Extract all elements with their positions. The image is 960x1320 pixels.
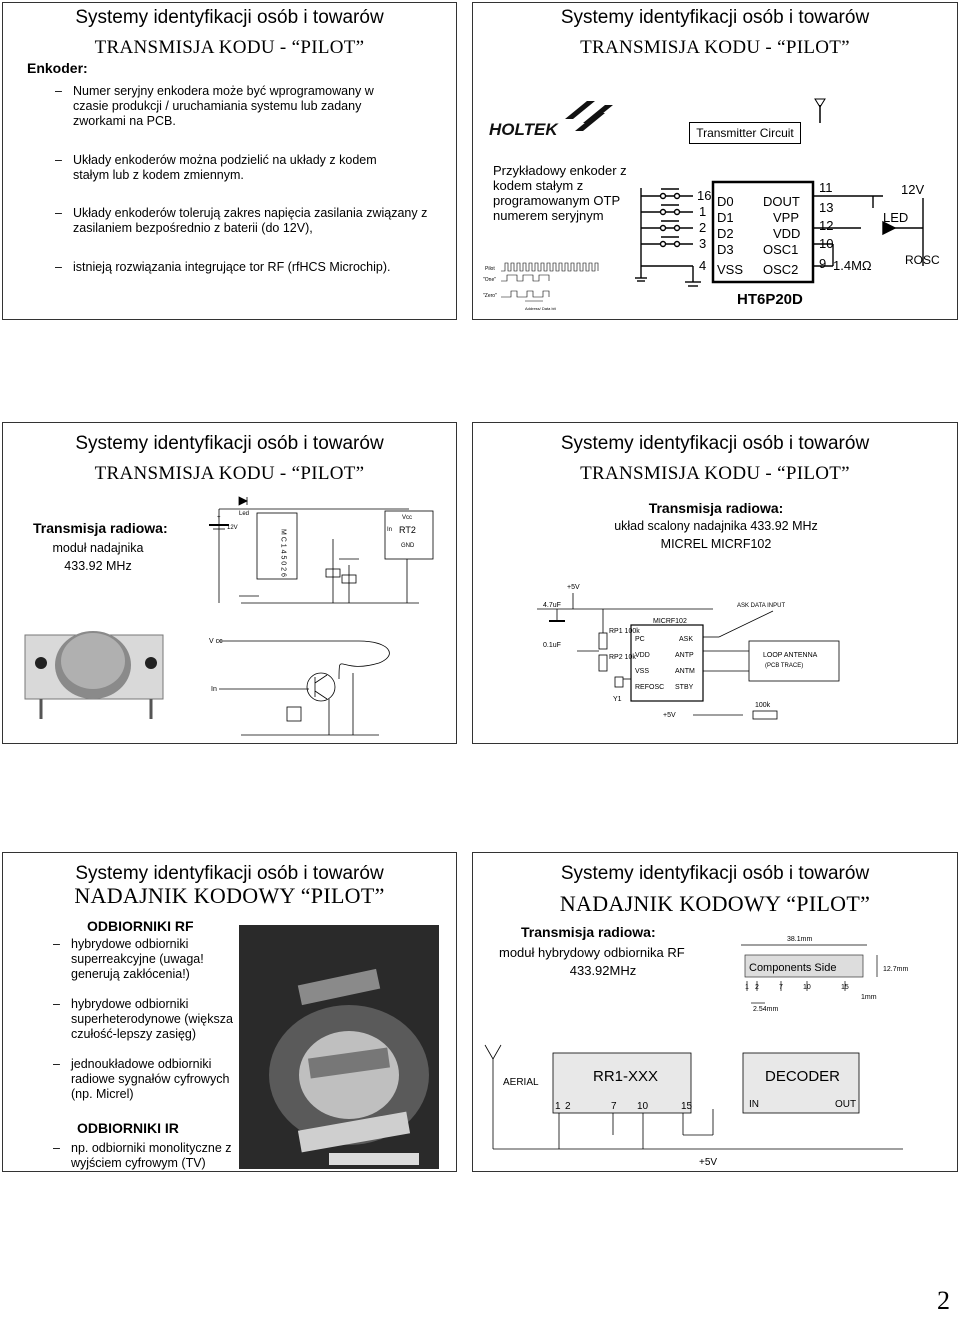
pin-num-l-4: 4 [699,258,707,273]
block-pin-15: 15 [681,1101,693,1112]
pin-r-2: ANTM [675,668,695,675]
receiver-block-diagram [483,1039,953,1169]
in-label: In [387,527,393,533]
rt2-module-photo [21,619,167,721]
holtek-logo-text: HOLTEK [489,120,558,139]
slide-header: Systemy identyfikacji osób i towarów [560,7,870,28]
pcb-label: (PCB TRACE) [765,663,804,669]
width-dim: 38.1mm [787,936,813,943]
rf-bullet-1: – hybrydowe odbiorniki superreakcyjne (uwaga! generują zakłócenia!) [53,937,241,982]
module-description: moduł hybrydowy odbiornika RF [499,945,685,960]
slide-subtitle: TRANSMISJA KODU - “PILOT” [94,37,365,58]
bullet-3: – Układy enkoderów tolerują zakres napięcia zasilania związany z zasilaniem bezpośrednio z baterii (do 12V), [55,206,433,236]
wave-label-pilot: Pilot [485,266,495,272]
ir-bullet: – np. odbiorniki monolityczne z wyjściem cyfrowym (TV) [53,1141,251,1171]
pin-7: 7 [779,984,783,991]
chip-label: M C 1 4 5 0 2 6 [279,529,287,577]
v5b-label: +5V [663,712,676,719]
slide-subtitle: TRANSMISJA KODU - “PILOT” [580,463,850,484]
wave-label-zero: "Zero" [483,293,497,299]
decoder-out: OUT [835,1099,857,1110]
decoder-label: DECODER [765,1068,841,1085]
circuit-title-box [689,122,801,144]
block-pin-7: 7 [611,1101,617,1112]
pin-l-2: VSS [635,668,650,675]
slide-header: Systemy identyfikacji osób i towarów [560,863,870,884]
module-dimension-drawing [737,931,947,1021]
voltage-label: 12V [227,525,238,531]
pin-name-l-4: VSS [717,262,744,277]
pin-num-l-0: 16 [697,188,712,203]
pin-num-l-3: 3 [699,236,707,251]
pin-r-1: ANTP [675,652,694,659]
led-label: Led [239,511,250,517]
aerial-label: AERIAL [503,1077,539,1088]
pin-10: 10 [803,984,811,991]
pin-num-r-4: 9 [819,256,827,271]
bullet-2: – Układy enkoderów można podzielić na układy z kodem stałym lub z kodem zmiennym. [55,153,403,183]
supply-label: +5V [699,1157,718,1168]
pin-name-r-1: VPP [773,210,800,225]
slide-subtitle: TRANSMISJA KODU - “PILOT” [94,463,365,484]
module-frequency: 433.92MHz [569,963,637,978]
voltage-12v: 12V [901,182,925,197]
rp2-label: RP2 10k [609,654,636,661]
lead-dim: 1mm [861,994,877,1001]
in2-label: In [211,686,217,693]
transistor-schematic [199,629,409,737]
slide-5 [2,852,457,1172]
chip-name: MICREL MICRF102 [660,537,772,551]
chip-description: układ scalony nadajnika 433.92 MHz [614,519,818,533]
rf-bullet-3: – jednoukładowe odbiorniki radiowe sygnałów cyfrowych (np. Micrel) [53,1057,241,1102]
chip-name: HT6P20D [737,291,803,308]
transmission-title: Transmisja radiowa: [33,520,168,536]
receiver-modules-photo [239,925,439,1169]
rt2-label: RT2 [399,525,416,535]
pin-l-1: VDD [635,652,650,659]
waveform-diagram [481,259,631,315]
vcc2-label: V cc [209,638,223,645]
pin-name-r-0: DOUT [763,194,800,209]
pin-name-l-1: D1 [717,210,734,225]
loop-label: LOOP ANTENNA [763,652,818,659]
rf-bullet-2: – hybrydowe odbiorniki superheterodynowe (większa czułość-lepszy zasięg) [53,997,261,1042]
pin-name-r-3: OSC1 [763,242,799,257]
bullet-4: – istnieją rozwiązania integrujące tor RF (rfHCS Microchip). [55,260,443,275]
block-pin-2: 2 [565,1101,571,1112]
pin-2: 2 [755,984,759,991]
decoder-in: IN [749,1099,759,1110]
slide-header: Systemy identyfikacji osób i towarów [75,7,384,28]
pin-name-r-4: OSC2 [763,262,799,277]
plus-label: + [217,515,221,521]
pin-r-0: ASK [679,636,694,643]
mc145026-schematic [199,489,439,613]
ht6p20d-schematic [633,178,955,318]
module-label: moduł nadajnika [52,541,144,555]
pin-r-3: STBY [675,684,694,691]
slide-6 [472,852,958,1172]
block-pin-10: 10 [637,1101,649,1112]
rosc-value: 1.4MΩ [833,258,872,273]
pitch-dim: 2.54mm [753,1006,779,1013]
frequency-label: 433.92 MHz [64,559,132,573]
pin-name-l-2: D2 [717,226,734,241]
led-label: LED [883,210,909,225]
circuit-title: Transmitter Circuit [696,126,794,140]
pin-num-r-0: 11 [819,180,833,195]
chip-title: MICRF102 [653,618,687,625]
transmission-title: Transmisja radiowa: [521,924,656,940]
pin-name-r-2: VDD [773,226,801,241]
pin-1: 1 [745,984,749,991]
slide-header: Systemy identyfikacji osób i towarów [75,863,384,884]
wave-label-address: Address/ Data bit [525,306,556,311]
pin-num-r-1: 13 [819,200,834,215]
rosc-label: ROSC [905,253,940,267]
pin-name-l-0: D0 [717,194,734,209]
slide-subtitle: TRANSMISJA KODU - “PILOT” [580,37,850,58]
micrf102-schematic [513,581,859,733]
pin-num-r-3: 10 [819,236,834,251]
gnd-label: GND [401,543,415,549]
rf-receivers-heading: ODBIORNIKI RF [87,918,194,934]
ask-input-label: ASK DATA INPUT [737,603,786,609]
c1-label: 4.7uF [543,602,561,609]
v5-label: +5V [567,584,580,591]
vcc-label: Vcc [402,515,413,521]
bullet-1: – Numer seryjny enkodera może być wprogramowany w czasie produkcji / uruchamiania systemu lub zadany zworkami na PCB. [55,84,403,129]
components-side-label: Components Side [749,962,837,974]
pin-l-3: REFOSC [635,684,665,691]
transmission-title: Transmisja radiowa: [648,500,784,516]
block-pin-1: 1 [555,1101,561,1112]
slide-3 [2,422,457,744]
rp1-label: RP1 100k [609,628,640,635]
pin-l-0: PC [635,636,645,643]
slide-2 [472,2,958,320]
pin-num-r-2: 12 [819,218,834,233]
slide-header: Systemy identyfikacji osób i towarów [560,433,870,454]
slide-subtitle: NADAJNIK KODOWY “PILOT” [559,891,871,916]
pin-num-l-2: 2 [699,220,707,235]
r100-label: 100k [755,702,771,709]
encoder-label: Enkoder: [27,60,88,76]
slide-header: Systemy identyfikacji osób i towarów [75,433,384,454]
antenna-icon [807,97,833,128]
ir-receivers-heading: ODBIORNIKI IR [77,1120,179,1136]
slide-subtitle: NADAJNIK KODOWY “PILOT” [74,883,385,908]
y1-label: Y1 [613,696,622,703]
encoder-description: Przykładowy enkoder z kodem stałym z programowanym OTP numerem seryjnym [493,163,627,223]
wave-label-one: "One" [483,277,497,283]
pin-15: 15 [841,984,849,991]
pin-num-l-1: 1 [699,204,707,219]
pin-name-l-3: D3 [717,242,734,257]
page-number: 2 [937,1286,950,1315]
slide-4 [472,422,958,744]
holtek-logo [487,99,627,139]
rr1-label: RR1-XXX [593,1068,659,1085]
slide-1 [2,2,457,320]
height-dim: 12.7mm [883,966,909,973]
c2-label: 0.1uF [543,642,561,649]
